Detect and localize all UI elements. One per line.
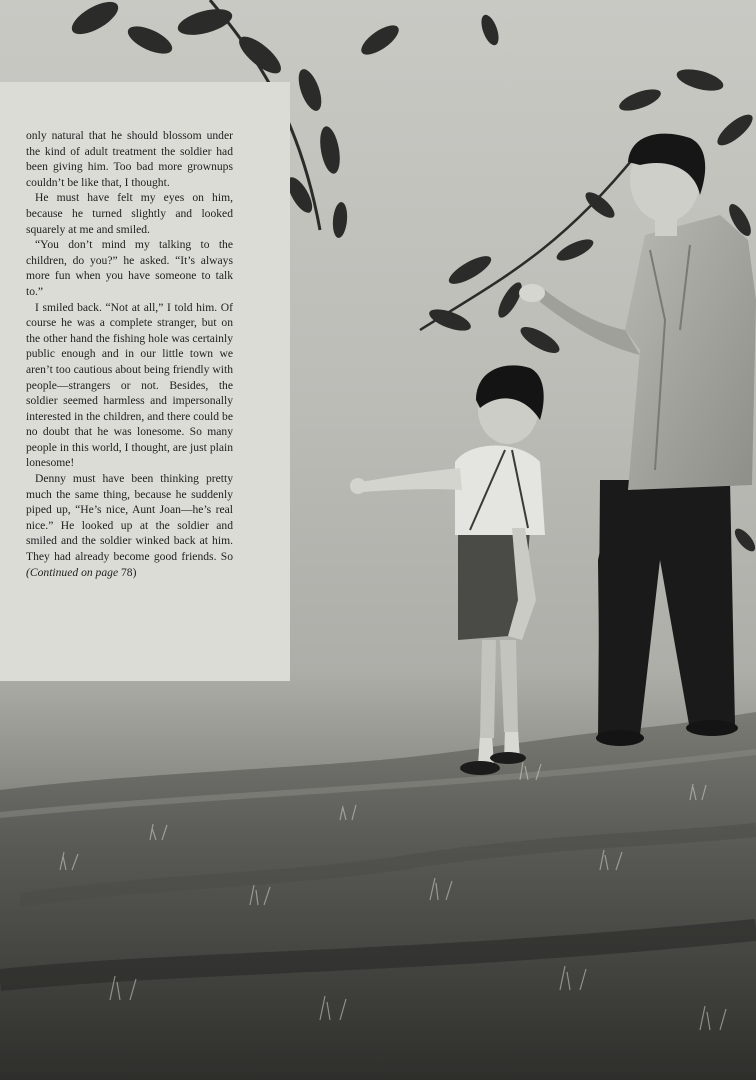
story-paragraph-4: I smiled back. “Not at all,” I told him. Of course he was a complete stranger, but on the other hand the fishing hole was certainly public enough and in our little town we aren’t too cautious about being friendly with people—strangers or not. Besides, the soldier seemed harmless and impersonally interested in the children, and there could be no doubt that he was lonesome. So many people in this world, I thought, are just plain lonesome! (26, 300, 233, 470)
continued-label: (Continued on page (26, 565, 119, 579)
story-paragraph-5 (26, 471, 233, 580)
story-text-panel (0, 82, 290, 681)
continued-page-ref[interactable]: 78) (121, 565, 137, 579)
story-paragraph-1: only natural that he should blossom under the kind of adult treatment the soldier had been giving him. Too bad more grownups couldn’t be like that, I thought. (26, 129, 233, 189)
boy-figure (350, 365, 545, 775)
soldier-figure (519, 134, 756, 746)
story-paragraph-5-text: Denny must have been thinking pretty much the same thing, because he suddenly piped up, “He’s nice, Aunt Joan—he’s real nice.” He looked up at the soldier and smiled and the soldier winked back at him. They had already become good friends. So (26, 472, 233, 564)
story-paragraph-3: “You don’t mind my talking to the children, do you?” he asked. “It’s always more fun when you have someone to talk to.” (26, 238, 233, 298)
story-body (26, 128, 233, 580)
story-paragraph-2: He must have felt my eyes on him, because he turned slightly and looked squarely at me and smiled. (26, 191, 233, 236)
ground (0, 712, 756, 1080)
